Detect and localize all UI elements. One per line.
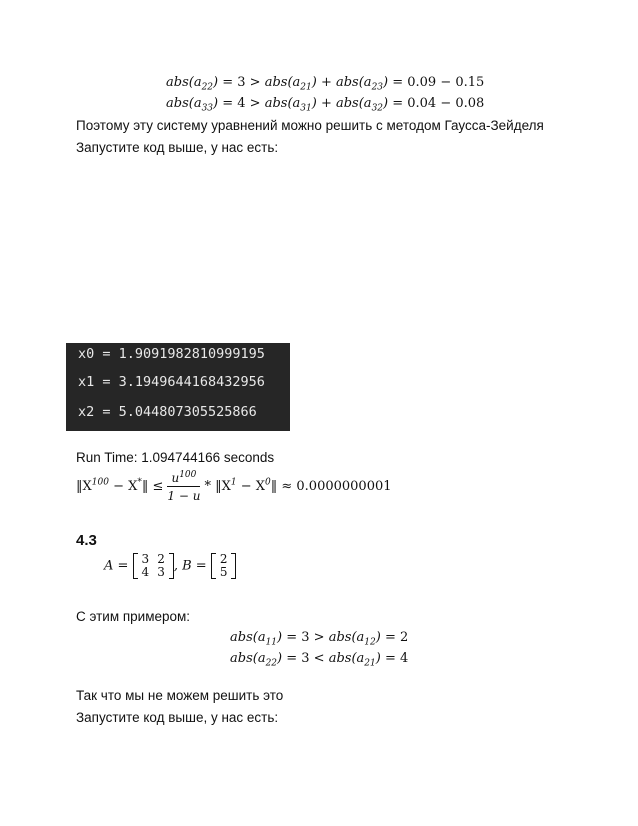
paragraph-conclusion: Поэтому эту систему уравнений можно решить с методом Гаусса-Зейделя xyxy=(76,118,544,133)
runtime-text: Run Time: 1.094744166 seconds xyxy=(76,450,275,465)
code-output-block xyxy=(66,343,290,431)
section-heading: 4.3 xyxy=(76,532,97,549)
equation-row1-check: $abs(a_{11}) = 3 > abs(a_{12}) = 2$ xyxy=(230,630,409,648)
matrix-a: 3 2 4 3 xyxy=(133,553,174,579)
output-x0: x0 = 1.9091982810999195 xyxy=(78,346,265,362)
output-x2: x2 = 5.044807305525866 xyxy=(78,404,257,420)
paragraph-run-code-2: Запустите код выше, у нас есть: xyxy=(76,710,279,725)
fraction: $\frac{u^{100}}{1 - u}$ xyxy=(167,470,201,503)
equation-diag-dominance-row2: $abs(a_{22}) = 3 > abs(a_{21}) + abs(a_{23}) = 0.09 - 0.15$ xyxy=(166,75,485,93)
equation-diag-dominance-row3: $abs(a_{33}) = 4 > abs(a_{31}) + abs(a_{32}) = 0.04 - 0.08$ xyxy=(166,96,485,114)
paragraph-run-code: Запустите код выше, у нас есть: xyxy=(76,140,279,155)
error-bound-formula: $‖X^{100}$ − X*‖ ≤ $\frac{u^{100}}{1 - u}$ * $‖X^1$ − $X^0‖ \approx 0.0000000001$ xyxy=(76,470,392,503)
equation-row2-check: $abs(a_{22}) = 3 < abs(a_{21}) = 4$ xyxy=(230,651,409,669)
output-x1: x1 = 3.1949644168432956 xyxy=(78,374,265,390)
matrix-definition: A = 3 2 4 3 , B = 2 5 xyxy=(104,553,236,579)
paragraph-cannot-solve: Так что мы не можем решить это xyxy=(76,688,284,703)
matrix-b: 2 5 xyxy=(211,553,237,579)
paragraph-example: С этим примером: xyxy=(76,609,191,624)
